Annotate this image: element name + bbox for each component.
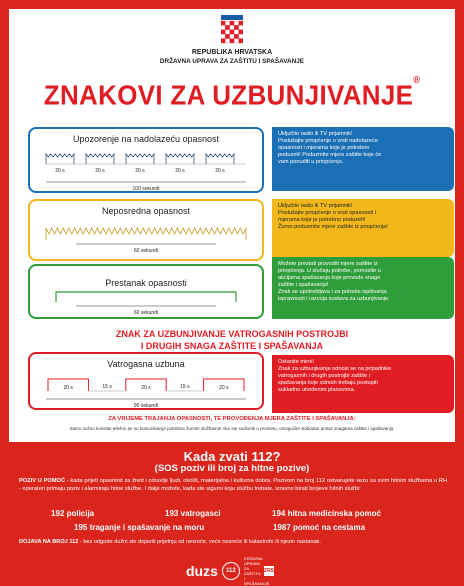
info-line: akcijama spašavanja koje provode snage: [278, 275, 381, 281]
signal-wave: [86, 154, 114, 164]
logo-subtext: DRŽAVNA UPRAVA ZA ZAŠTITU I SPAŠAVANJE: [243, 556, 270, 586]
heading-line-2: I DRUGIH SNAGA ZAŠTITE I SPAŠAVANJA: [140, 341, 324, 351]
crest-square: [225, 30, 229, 34]
info-line: Poslušajte priopćenje o vrsti nadolazeće: [278, 138, 378, 144]
crest-square: [221, 39, 225, 43]
page-title: [9, 74, 455, 112]
crest-square: [239, 39, 243, 43]
info-line: Znak se upotrebljava i za potrebe ispitivanja: [278, 289, 387, 295]
crest-square: [230, 34, 234, 38]
issuer-line-2: DRŽAVNA UPRAVA ZA ZAŠTITU I SPAŠAVANJE: [159, 58, 305, 65]
segment-label: 20 s: [135, 168, 145, 174]
info-line: priopćenja. U slučaju potrebe, pomozite u: [278, 268, 381, 274]
signal-card-fire: [28, 352, 264, 410]
crest-square: [239, 25, 243, 29]
signal-title-fire: Vatrogasna uzbuna: [107, 359, 185, 369]
crest-square: [221, 25, 225, 29]
info-line: opasnosti i mjerama koje je potrebno: [278, 145, 370, 151]
number-firefighters: 193 vatrogasci: [165, 509, 221, 518]
call-body: - kada prijeti opasnost za život i zdravlje ljudi, okoliš, materijalna i kulturna dobra. Pozivom na broj 112 ostvarujete vezu sa svim hitnim službama u RH - operateri primaju poziv i alarmiraju hitne službe. I dalje možete, kada ste sigurni koju službu trebate, izravno birati brojeve hitnih službi:: [19, 478, 447, 492]
segment-label: 15 s: [102, 384, 112, 390]
signal-pattern-danger: [36, 218, 256, 260]
crest-square: [225, 21, 229, 25]
info-line: Uključite radio ili TV prijamnik!: [278, 203, 353, 209]
logo-wordmark: duzs: [186, 563, 218, 579]
footnote-heading: ZA VRIJEME TRAJANJA OPASNOSTI, TE PROVOĐENJA MJERA ZAŠTITE I SPAŠAVANJA:: [108, 416, 356, 422]
white-panel: [9, 9, 455, 442]
signal-info-danger: [272, 199, 454, 257]
signal-wave: [166, 154, 194, 164]
info-line: Uključite radio ili TV prijamnik!: [278, 131, 353, 137]
signal-wave: [46, 228, 246, 240]
crest-square: [239, 34, 243, 38]
crest-square: [234, 25, 238, 29]
total-label: 90 sekundi: [133, 403, 159, 409]
signal-pattern-all-clear: [36, 288, 256, 318]
signal-info-warning: [272, 127, 454, 191]
segment-label: 20 s: [215, 168, 225, 174]
crest-square: [225, 25, 229, 29]
signal-wave: [46, 154, 74, 164]
segment-label: 15 s: [180, 384, 190, 390]
crest-square: [239, 30, 243, 34]
issuer-header: [9, 48, 455, 66]
info-line: Žurno poduzmite mjere zaštite iz priopćenja!: [278, 224, 388, 230]
emergency-number-subtitle: (SOS poziv ili broj za hitne pozive): [154, 463, 310, 474]
signal-card-warning: [28, 127, 264, 193]
logo-zrs-mark: ZRS: [263, 568, 274, 574]
info-line: Ostanite mirni!: [278, 359, 315, 365]
signal-title-danger: Neposredna opasnost: [101, 206, 191, 216]
signal-wave: [206, 154, 234, 164]
total-label: 60 sekundi: [133, 248, 159, 254]
crest-square: [230, 21, 234, 25]
report-lead: DOJAVA NA BROJ 112: [19, 539, 79, 545]
issuer-line-1: REPUBLIKA HRVATSKA: [191, 49, 273, 56]
signal-pattern-fire: [36, 371, 256, 411]
firefighter-signal-heading: [9, 328, 455, 352]
info-line: vam ponuditi u priopćenju.: [278, 159, 344, 165]
signal-info-all-clear: [272, 257, 454, 319]
crest-square: [234, 39, 238, 43]
signal-info-fire: [272, 355, 454, 413]
report-body: - bez odgode dužni ste dojaviti prijetnju od nesreće, veće nesreće ili katastrofe ili njezin nastanak.: [78, 539, 321, 545]
signal-card-all-clear: [28, 264, 264, 319]
crest-square: [230, 30, 234, 34]
info-line: Poslušajte priopćenje o vrsti opasnosti i: [278, 210, 376, 216]
segment-label: 20 s: [95, 168, 105, 174]
crest-square: [221, 21, 225, 25]
call-lead: POZIV U POMOĆ: [19, 478, 66, 484]
number-police: 192 policija: [51, 509, 95, 518]
signal-title-warning: Upozorenje na nadolazeću opasnost: [72, 134, 220, 144]
info-line: ispravnosti i razvoja sustava za uzbunjivanje.: [278, 296, 390, 302]
crest-square: [221, 30, 225, 34]
crest-square: [221, 34, 225, 38]
segment-label: 20 s: [219, 385, 229, 391]
segment-label: 20 s: [63, 385, 73, 391]
footnote-text: Samo nužno koristite telefon jer su komunikacije potrebne žurnim službama! Ako ste sudionik u prometu, omogućite slobodan prolaz snagama zaštite i spašavanja.: [69, 426, 395, 431]
crest-square: [234, 21, 238, 25]
info-line: Možete prestati provoditi mjere zaštite iz: [278, 261, 378, 267]
info-line: sukladno utvrđenim planovima.: [278, 387, 356, 393]
emergency-call-description: [19, 478, 447, 493]
croatian-coat-of-arms-icon: [221, 15, 243, 45]
segment-label: 20 s: [55, 168, 65, 174]
crest-square: [234, 30, 238, 34]
crest-square: [234, 34, 238, 38]
signal-title-all-clear: Prestanak opasnosti: [105, 278, 187, 288]
crest-square: [230, 39, 234, 43]
total-label: 60 sekundi: [133, 310, 159, 316]
crest-square: [225, 39, 229, 43]
logo-112-badge: 112: [222, 562, 240, 580]
number-road-assistance: 1987 pomoć na cestama: [273, 523, 366, 532]
crest-square: [239, 21, 243, 25]
page-title-text: ZNAKOVI ZA UZBUNJIVANJE: [43, 78, 414, 112]
info-line: mjerama koje je potrebno poduzeti!: [278, 217, 366, 223]
segment-label: 20 s: [141, 385, 151, 391]
heading-line-1: ZNAK ZA UZBUNJIVANJE VATROGASNIH POSTROJBI: [115, 329, 349, 339]
duzs-logo: [186, 556, 274, 586]
signal-pattern-warning: [36, 146, 256, 192]
registered-mark: ®: [413, 74, 421, 86]
segment-label: 20 s: [175, 168, 185, 174]
report-duty-text: [19, 539, 449, 545]
total-label: 100 sekundi: [132, 186, 160, 192]
info-line: zaštite i spašavanja!: [278, 282, 329, 288]
number-sea-rescue: 195 traganje i spašavanje na moru: [74, 523, 205, 532]
emergency-number-title: Kada zvati 112?: [183, 449, 281, 464]
signal-wave: [126, 154, 154, 164]
info-line: poduzeti! Poduzmite mjere zaštite koje će: [278, 152, 382, 158]
info-line: vatrogasnih i drugih postrojbi zaštite i: [278, 373, 371, 379]
info-line: Znak za uzbunjivanje odnosi se na pripadnike: [278, 366, 392, 372]
crest-square: [225, 34, 229, 38]
signal-tone: [56, 292, 236, 302]
signal-card-danger: [28, 199, 264, 261]
number-ambulance: 194 hitna medicinska pomoć: [272, 509, 381, 518]
crest-square: [230, 25, 234, 29]
info-line: spašavanja koje odmah trebaju postupiti: [278, 380, 378, 386]
